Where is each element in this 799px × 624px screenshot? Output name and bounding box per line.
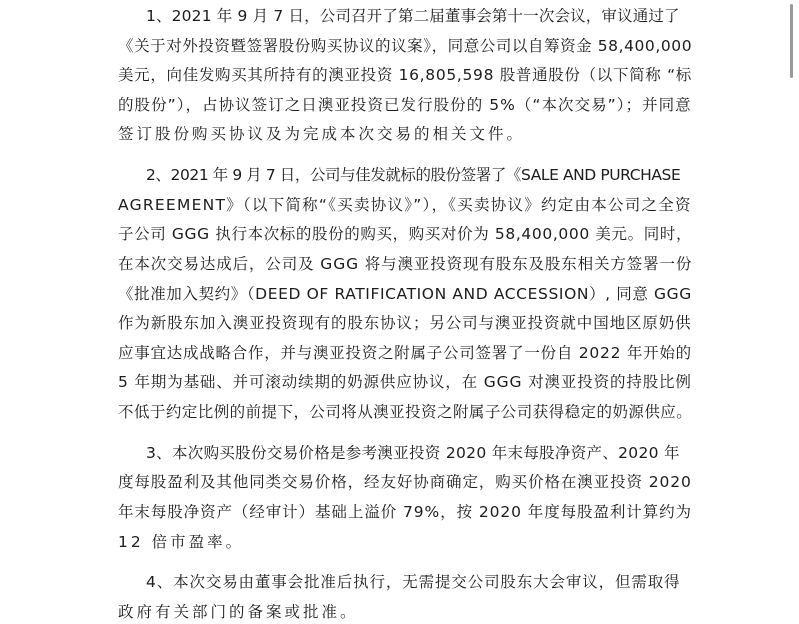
paragraph-2-line-2: AGREEMENT》（以下简称“《买卖协议》”），《买卖协议》约定由本公司之全资 [118,195,692,214]
paragraph-3-line-3: 年末每股净资产（经审计）基础上溢价 79%，按 2020 年度每股盈利计算约为 [118,503,692,522]
paragraph-1-line-2: 《关于对外投资暨签署股份购买协议的议案》，同意公司以自筹资金 58,400,000 [118,36,693,55]
paragraph-2-line-9: 不低于约定比例的前提下，公司将从澳亚投资之附属子公司获得稳定的奶源供应。 [118,403,693,422]
paragraph-1-line-4: 的股份”），占协议签订之日澳亚投资已发行股份的 5%（“本次交易”）；并同意 [118,95,692,114]
paragraph-2-line-8: 5 年期为基础、并可滚动续期的奶源供应协议，在 GGG 对澳亚投资的持股比例 [118,373,692,392]
paragraph-1-line-1: 1、2021 年 9 月 7 日，公司召开了第二届董事会第十一次会议，审议通过了 [146,7,680,25]
paragraph-3-line-1: 3、本次购买股份交易价格是参考澳亚投资 2020 年末每股净资产、2020 年 [146,443,680,462]
paragraph-4-line-1: 4、本次交易由董事会批准后执行，无需提交公司股东大会审议，但需取得 [146,573,681,592]
paragraph-2-line-4: 在本次交易达成后，公司及 GGG 将与澳亚投资现有股东及股东相关方签署一份 [118,255,693,273]
paragraph-2-line-5: 《批准加入契约》（DEED OF RATIFICATION AND ACCESSION）, 同意 GGG [118,284,692,303]
paragraph-2-line-1: 2、2021 年 9 月 7 日，公司与佳发就标的股份签署了《SALE AND PURCHASE [146,166,681,185]
paragraph-1-line-5: 签订股份购买协议及为完成本次交易的相关文件。 [118,125,526,144]
paragraph-2-line-6: 作为新股东加入澳亚投资现有的股东协议；另公司与澳亚投资就中国地区原奶供 [118,314,692,333]
paragraph-1-line-3: 美元，向佳发购买其所持有的澳亚投资 16,805,598 股普通股份（以下简称 “标 [118,66,692,85]
paragraph-3-line-4: 12 倍市盈率。 [118,532,245,551]
paragraph-4-line-2: 政府有关部门的备案或批准。 [118,603,359,621]
paragraph-2-line-7: 应事宜达成战略合作，并与澳亚投资之附属子公司签署了一份自 2022 年开始的 [118,343,692,362]
paragraph-2-line-3: 子公司 GGG 执行本次标的股份的购买，购买对价为 58,400,000 美元。同时， [118,225,693,244]
paragraph-3-line-2: 度每股盈利及其他同类交易价格，经友好协商确定，购买价格在澳亚投资 2020 [118,473,692,492]
